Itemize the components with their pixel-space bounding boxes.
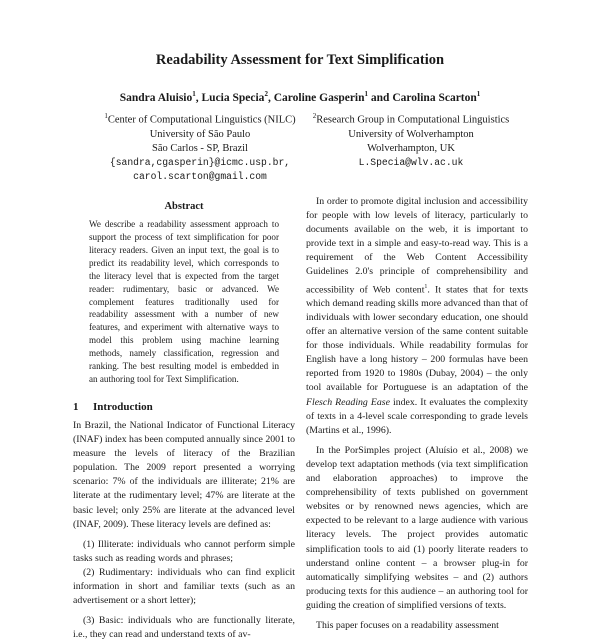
author-list: Sandra Aluisio$^1$, Lucia Specia$^2$, Caroline Gasperin$^1$ and Carolina Scarton$^1$ <box>119 90 481 104</box>
email-address[interactable]: carol.scarton@gmail.com <box>133 171 267 183</box>
section-title: Introduction <box>93 400 153 413</box>
list-item: (1) Illiterate: individuals who cannot perform simple tasks such as reading words and phrases; <box>73 538 295 564</box>
left-column <box>73 200 295 642</box>
list-item: (3) Basic: individuals who are functionally literate, i.e., they can read and understand texts of av- <box>73 615 295 641</box>
abstract-heading: Abstract <box>164 201 204 212</box>
author-affil-sup: 2 <box>264 90 268 98</box>
email-address[interactable]: L.Specia@wlv.ac.uk <box>358 157 464 169</box>
affiliation-name: Research Group in Computational Linguistics <box>316 114 510 126</box>
author-name: Lucia Specia <box>201 91 265 104</box>
affiliation-right: $^2$Research Group in Computational Linguistics University of Wolverhampton Wolverhampton, UK L.Specia@wlv.ac.uk <box>306 109 516 170</box>
author-affil-sup: 1 <box>192 90 196 98</box>
affiliation-university: University of Wolverhampton <box>348 128 474 140</box>
author-name: Caroline Gasperin <box>273 91 365 104</box>
section-number: 1 <box>73 400 79 413</box>
emphasized-term: Flesch Reading Ease <box>306 396 390 408</box>
affiliation-left: $^1$Center of Computational Linguistics (NILC) University of São Paulo São Carlos - SP, Brazil {sandra,cgasperin}@icmc.usp.br, carol.scarton@gmail.com <box>92 109 308 185</box>
paper-title: Readability Assessment for Text Simplification <box>155 52 445 68</box>
body-paragraph: In Brazil, the National Indicator of Functional Literacy (INAF) index has been computed annually since 2001 to measure the levels of literacy of the Brazilian population. The 2009 report presented a worrying scenario: 7% of the individuals are illiterate; 21% are literate at the rudimentary level; 47% are literate at the basic level; only 25% are literate at the advanced level (INAF, 2009). These literacy levels are defined as: <box>73 419 296 530</box>
list-item: (2) Rudimentary: individuals who can find explicit information in short and familiar texts (such as an advertisement or a short letter); <box>73 566 295 607</box>
affiliation-location: Wolverhampton, UK <box>367 142 455 154</box>
author-name: Sandra Aluisio <box>119 91 193 104</box>
affiliation-university: University of São Paulo <box>149 128 251 140</box>
right-column <box>306 195 528 633</box>
section-heading <box>73 400 295 414</box>
author-name: Carolina Scarton <box>392 91 477 104</box>
abstract-text: We describe a readability assessment approach to support the process of text simplification for poor literacy readers. Given an input text, the goal is to predict its readability level, which corresponds to the literacy level that is expected from the target reader: rudimentary, basic or advanced. We complement features traditionally used for readability assessment with a number of new features, and experiment with alternative ways to model this problem using machine learning methods, namely classification, regression and ranking. The best resulting model is embedded in an authoring tool for Text Simplification. <box>89 219 279 384</box>
affiliation-name: Center of Computational Linguistics (NILC) <box>107 114 296 126</box>
author-affil-sup: 1 <box>476 90 481 98</box>
author-affil-sup: 1 <box>364 90 369 98</box>
body-paragraph: In order to promote digital inclusion and accessibility for people with low levels of literacy, particularly to documents available on the web, it is important to provide text in a simple and easy-to-read way. This is a requirement of the Web Content Accessibility Guidelines 2.0's principle of comprehensibility and accessibility of Web content$^1$. It states that for texts which demand reading skills more advanced than that of individuals with lower secondary education, one should offer an alternative version of the same content suitable for those individuals. While readability formulas for English have a long history – 200 formulas have been reported from 1920 to 1980s (Dubay, 2004) – the only tool available for Portuguese is an adaptation of the Flesch Reading Ease index. It evaluates the complexity of texts in a 4-level scale corresponding to grade levels (Martins et al., 1996). <box>306 196 528 436</box>
body-paragraph: This paper focuses on a readability assessment <box>316 619 499 631</box>
email-address[interactable]: {sandra,cgasperin}@icmc.usp.br, <box>109 157 291 169</box>
body-paragraph: In the PorSimples project (Aluísio et al., 2008) we develop text adaptation methods (via text simplification and elaboration approaches) to improve the comprehensibility of texts published on government websites or by renowned news agencies, which are expected to be relevant to a large audience with various literacy levels. The project provides automatic simplification tools to aid (1) poorly literate readers to understand online content – a browser plug-in for automatically simplifying websites – and (2) authors producing texts for this audience – an authoring tool for guiding the creation of simplified versions of texts. <box>306 444 528 611</box>
footnote-marker[interactable]: 1 <box>424 283 428 290</box>
affiliation-location: São Carlos - SP, Brazil <box>152 142 248 154</box>
